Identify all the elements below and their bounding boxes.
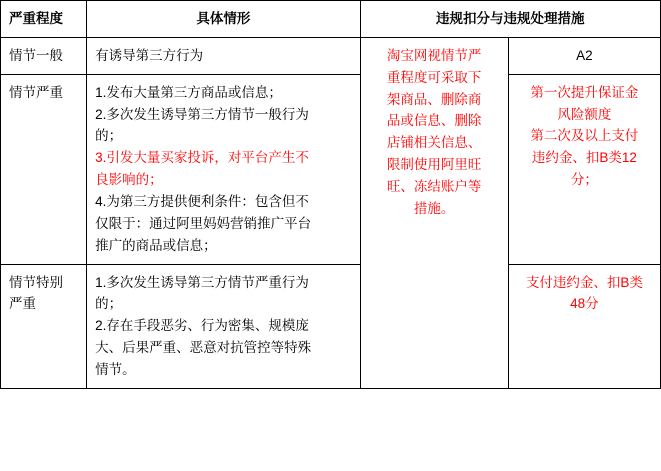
table-row [1, 264, 661, 388]
table-row [1, 37, 661, 74]
score-serious: 第一次提升保证金 风险额度 第二次及以上支付 违约金、扣B类12 分； [508, 74, 660, 264]
measures-cell: 淘宝网视情节严 重程度可采取下 架商品、删除商 品或信息、删除 店铺相关信息、 限制使用阿里旺 旺、冻结账户等 措施。 [360, 37, 508, 388]
table-header-row [1, 1, 661, 38]
situation-extra-serious: 1.多次发生诱导第三方情节严重行为 的； 2.存在手段恶劣、行为密集、规模庞 大、后果严重、恶意对抗管控等特殊 情节。 [87, 264, 360, 388]
score-general: A2 [508, 37, 660, 74]
score-extra-serious: 支付违约金、扣B类 48分 [508, 264, 660, 388]
severity-extra-serious: 情节特别 严重 [1, 264, 87, 388]
situation-general: 有诱导第三方行为 [87, 37, 360, 74]
header-severity: 严重程度 [1, 1, 87, 38]
table-row [1, 74, 661, 264]
severity-serious: 情节严重 [1, 74, 87, 264]
situation-serious: 1.发布大量第三方商品或信息； 2.多次发生诱导第三方情节一般行为 的； 3.引发大量买家投诉，对平台产生不 良影响的； 4.为第三方提供便利条件：包含但不 仅限于：通过阿里妈妈营销推广平台 推广的商品或信息； [87, 74, 360, 264]
header-penalty: 违规扣分与违规处理措施 [360, 1, 660, 38]
severity-general: 情节一般 [1, 37, 87, 74]
header-situation: 具体情形 [87, 1, 360, 38]
